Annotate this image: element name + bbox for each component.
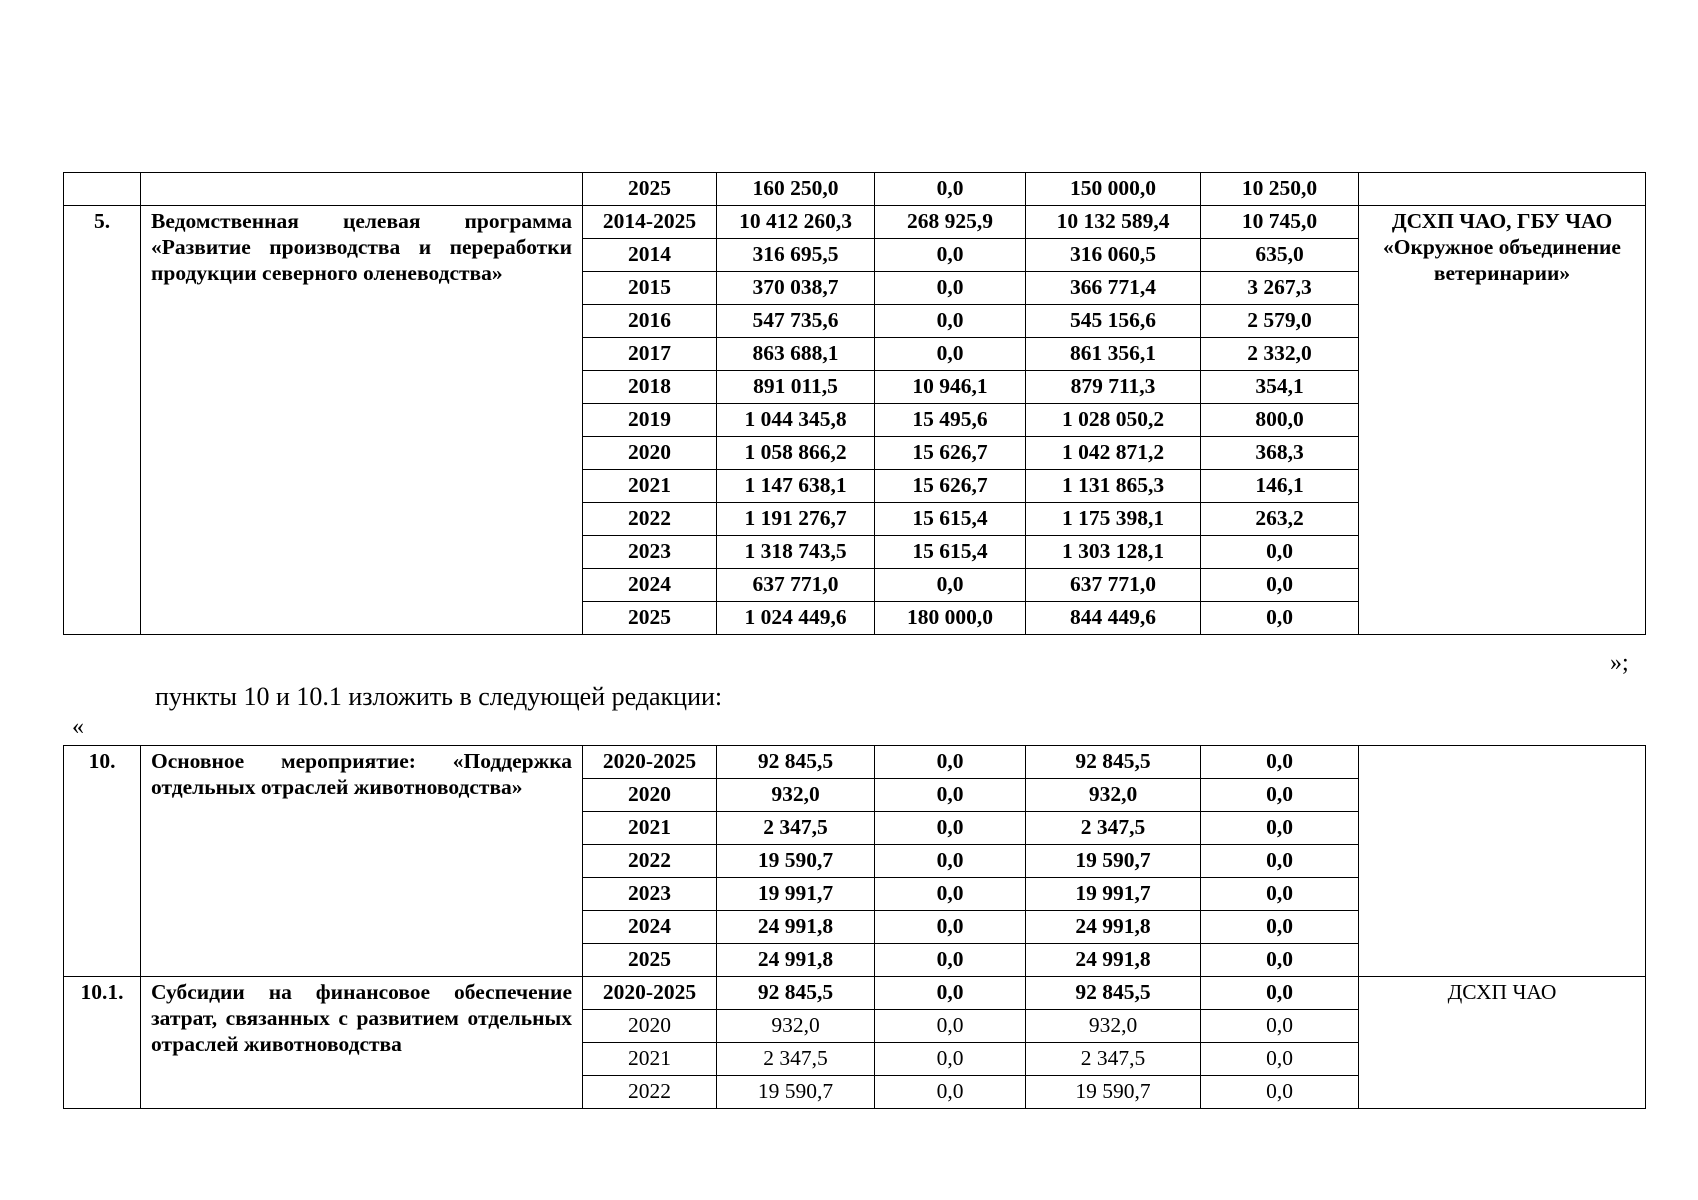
funding-cell-2: 24 991,8 <box>1026 944 1201 977</box>
funding-cell-1: 0,0 <box>875 1043 1026 1076</box>
item-number: 10.1. <box>64 977 141 1109</box>
total-cell: 932,0 <box>717 779 875 812</box>
funding-cell-1: 0,0 <box>875 911 1026 944</box>
funding-cell-3: 0,0 <box>1201 911 1359 944</box>
item-name <box>141 173 583 206</box>
total-cell: 1 044 345,8 <box>717 404 875 437</box>
funding-cell-1: 0,0 <box>875 977 1026 1010</box>
funding-cell-2: 92 845,5 <box>1026 746 1201 779</box>
item-name: Субсидии на финансовое обеспечение затрат, связанных с развитием отдельных отраслей животноводства <box>141 977 583 1109</box>
total-cell: 92 845,5 <box>717 746 875 779</box>
funding-cell-3: 10 250,0 <box>1201 173 1359 206</box>
year-cell: 2020 <box>583 437 717 470</box>
total-cell: 19 590,7 <box>717 845 875 878</box>
total-cell: 1 191 276,7 <box>717 503 875 536</box>
year-cell: 2024 <box>583 911 717 944</box>
item-name: Ведомственная целевая программа «Развитие производства и переработки продукции северного оленеводства» <box>141 206 583 635</box>
funding-cell-2: 545 156,6 <box>1026 305 1201 338</box>
funding-cell-2: 19 590,7 <box>1026 845 1201 878</box>
funding-cell-3: 2 332,0 <box>1201 338 1359 371</box>
funding-cell-1: 15 615,4 <box>875 536 1026 569</box>
funding-cell-2: 637 771,0 <box>1026 569 1201 602</box>
funding-cell-3: 0,0 <box>1201 779 1359 812</box>
total-cell: 932,0 <box>717 1010 875 1043</box>
funding-cell-3: 368,3 <box>1201 437 1359 470</box>
total-cell: 19 590,7 <box>717 1076 875 1109</box>
funding-cell-2: 316 060,5 <box>1026 239 1201 272</box>
funding-cell-2: 932,0 <box>1026 779 1201 812</box>
funding-cell-3: 0,0 <box>1201 536 1359 569</box>
item-10-1-group <box>64 977 1646 1109</box>
total-cell: 92 845,5 <box>717 977 875 1010</box>
funding-cell-1: 0,0 <box>875 239 1026 272</box>
year-cell: 2021 <box>583 812 717 845</box>
year-cell: 2020-2025 <box>583 746 717 779</box>
budget-table-top <box>63 172 1646 635</box>
funding-cell-1: 0,0 <box>875 1010 1026 1043</box>
funding-cell-1: 0,0 <box>875 272 1026 305</box>
funding-cell-3: 0,0 <box>1201 878 1359 911</box>
funding-cell-3: 635,0 <box>1201 239 1359 272</box>
funding-cell-2: 861 356,1 <box>1026 338 1201 371</box>
total-cell: 637 771,0 <box>717 569 875 602</box>
total-cell: 547 735,6 <box>717 305 875 338</box>
item-name: Основное мероприятие: «Поддержка отдельных отраслей животноводства» <box>141 746 583 977</box>
funding-cell-2: 932,0 <box>1026 1010 1201 1043</box>
funding-cell-1: 15 626,7 <box>875 437 1026 470</box>
year-cell: 2017 <box>583 338 717 371</box>
funding-cell-2: 1 303 128,1 <box>1026 536 1201 569</box>
total-cell: 316 695,5 <box>717 239 875 272</box>
closing-quote: »; <box>1610 650 1629 676</box>
item-10-group <box>64 746 1646 977</box>
table-top-body <box>64 173 1646 206</box>
item-number: 10. <box>64 746 141 977</box>
funding-cell-1: 180 000,0 <box>875 602 1026 635</box>
funding-cell-3: 0,0 <box>1201 1043 1359 1076</box>
funding-cell-1: 0,0 <box>875 845 1026 878</box>
funding-cell-3: 800,0 <box>1201 404 1359 437</box>
table-row <box>64 206 1646 239</box>
year-cell: 2021 <box>583 1043 717 1076</box>
funding-cell-3: 0,0 <box>1201 1076 1359 1109</box>
total-cell: 891 011,5 <box>717 371 875 404</box>
funding-cell-2: 844 449,6 <box>1026 602 1201 635</box>
funding-cell-1: 15 615,4 <box>875 503 1026 536</box>
executor-cell <box>1359 173 1646 206</box>
funding-cell-2: 24 991,8 <box>1026 911 1201 944</box>
total-cell: 19 991,7 <box>717 878 875 911</box>
year-cell: 2025 <box>583 602 717 635</box>
total-cell: 24 991,8 <box>717 944 875 977</box>
funding-cell-1: 0,0 <box>875 812 1026 845</box>
total-cell: 10 412 260,3 <box>717 206 875 239</box>
year-cell: 2022 <box>583 503 717 536</box>
funding-cell-1: 10 946,1 <box>875 371 1026 404</box>
year-cell: 2020 <box>583 1010 717 1043</box>
item-number <box>64 173 141 206</box>
executor-cell: ДСХП ЧАО <box>1359 977 1646 1109</box>
year-cell: 2015 <box>583 272 717 305</box>
funding-cell-3: 0,0 <box>1201 845 1359 878</box>
funding-cell-2: 19 590,7 <box>1026 1076 1201 1109</box>
opening-quote: « <box>72 714 84 740</box>
year-cell: 2020-2025 <box>583 977 717 1010</box>
total-cell: 1 024 449,6 <box>717 602 875 635</box>
funding-cell-2: 2 347,5 <box>1026 1043 1201 1076</box>
funding-cell-2: 19 991,7 <box>1026 878 1201 911</box>
total-cell: 160 250,0 <box>717 173 875 206</box>
funding-cell-1: 0,0 <box>875 779 1026 812</box>
funding-cell-1: 0,0 <box>875 569 1026 602</box>
funding-cell-3: 10 745,0 <box>1201 206 1359 239</box>
funding-cell-1: 0,0 <box>875 173 1026 206</box>
total-cell: 1 058 866,2 <box>717 437 875 470</box>
funding-cell-1: 15 626,7 <box>875 470 1026 503</box>
funding-cell-1: 0,0 <box>875 944 1026 977</box>
year-cell: 2018 <box>583 371 717 404</box>
funding-cell-2: 1 175 398,1 <box>1026 503 1201 536</box>
total-cell: 1 147 638,1 <box>717 470 875 503</box>
funding-cell-3: 0,0 <box>1201 746 1359 779</box>
funding-cell-1: 0,0 <box>875 338 1026 371</box>
total-cell: 1 318 743,5 <box>717 536 875 569</box>
funding-cell-3: 0,0 <box>1201 812 1359 845</box>
funding-cell-3: 3 267,3 <box>1201 272 1359 305</box>
table-row <box>64 746 1646 779</box>
funding-cell-3: 0,0 <box>1201 977 1359 1010</box>
funding-cell-1: 0,0 <box>875 1076 1026 1109</box>
funding-cell-3: 0,0 <box>1201 602 1359 635</box>
year-cell: 2016 <box>583 305 717 338</box>
funding-cell-3: 0,0 <box>1201 1010 1359 1043</box>
funding-cell-2: 1 131 865,3 <box>1026 470 1201 503</box>
year-cell: 2025 <box>583 173 717 206</box>
funding-cell-3: 263,2 <box>1201 503 1359 536</box>
funding-cell-2: 1 042 871,2 <box>1026 437 1201 470</box>
year-cell: 2023 <box>583 536 717 569</box>
funding-cell-1: 0,0 <box>875 878 1026 911</box>
year-cell: 2020 <box>583 779 717 812</box>
funding-cell-3: 354,1 <box>1201 371 1359 404</box>
funding-cell-3: 2 579,0 <box>1201 305 1359 338</box>
table-row <box>64 173 1646 206</box>
item-5-group <box>64 206 1646 635</box>
total-cell: 2 347,5 <box>717 812 875 845</box>
year-cell: 2023 <box>583 878 717 911</box>
year-cell: 2014 <box>583 239 717 272</box>
item-number: 5. <box>64 206 141 635</box>
total-cell: 2 347,5 <box>717 1043 875 1076</box>
funding-cell-3: 0,0 <box>1201 944 1359 977</box>
funding-cell-1: 15 495,6 <box>875 404 1026 437</box>
amendment-instruction: пункты 10 и 10.1 изложить в следующей редакции: <box>155 682 723 711</box>
table-row <box>64 977 1646 1010</box>
year-cell: 2014-2025 <box>583 206 717 239</box>
budget-table-bottom <box>63 745 1646 1109</box>
funding-cell-3: 146,1 <box>1201 470 1359 503</box>
total-cell: 863 688,1 <box>717 338 875 371</box>
funding-cell-2: 366 771,4 <box>1026 272 1201 305</box>
year-cell: 2024 <box>583 569 717 602</box>
funding-cell-3: 0,0 <box>1201 569 1359 602</box>
total-cell: 24 991,8 <box>717 911 875 944</box>
funding-cell-1: 0,0 <box>875 746 1026 779</box>
funding-cell-2: 10 132 589,4 <box>1026 206 1201 239</box>
funding-cell-1: 268 925,9 <box>875 206 1026 239</box>
year-cell: 2025 <box>583 944 717 977</box>
year-cell: 2019 <box>583 404 717 437</box>
executor-cell: ДСХП ЧАО, ГБУ ЧАО «Окружное объединение ветеринарии» <box>1359 206 1646 635</box>
funding-cell-2: 92 845,5 <box>1026 977 1201 1010</box>
funding-cell-1: 0,0 <box>875 305 1026 338</box>
total-cell: 370 038,7 <box>717 272 875 305</box>
funding-cell-2: 1 028 050,2 <box>1026 404 1201 437</box>
funding-cell-2: 879 711,3 <box>1026 371 1201 404</box>
year-cell: 2022 <box>583 845 717 878</box>
funding-cell-2: 150 000,0 <box>1026 173 1201 206</box>
funding-cell-2: 2 347,5 <box>1026 812 1201 845</box>
year-cell: 2022 <box>583 1076 717 1109</box>
year-cell: 2021 <box>583 470 717 503</box>
executor-cell <box>1359 746 1646 977</box>
